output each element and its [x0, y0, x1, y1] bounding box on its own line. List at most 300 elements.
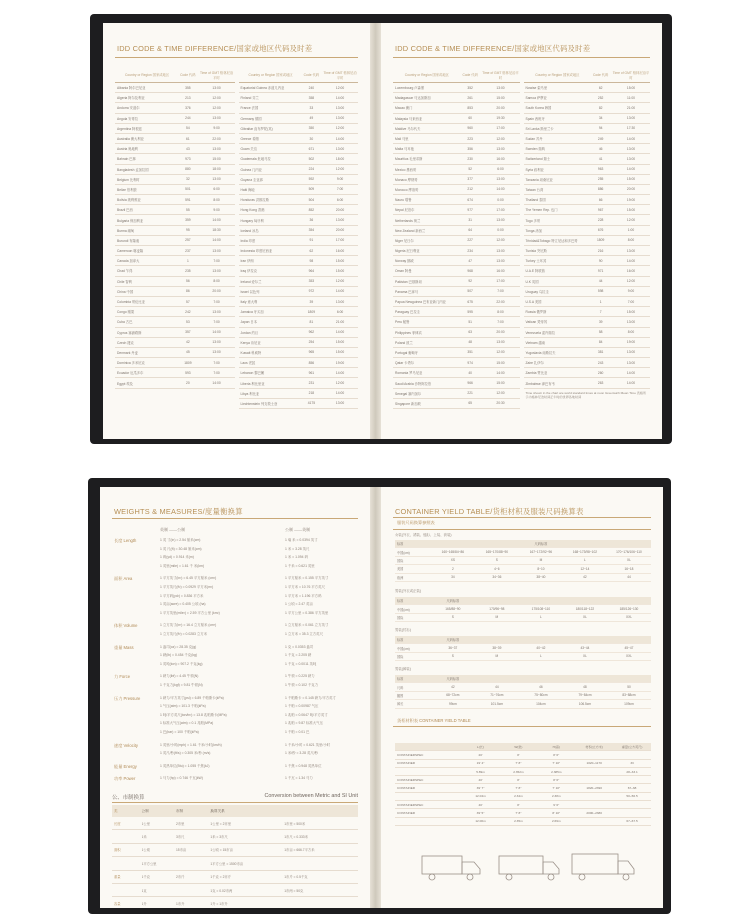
country-cell: Congo 刚果 — [117, 310, 135, 315]
table-cell: 1市亩 = 666.7平方米 — [284, 848, 315, 853]
table-cell: 1公顷 = 15市亩 — [210, 848, 233, 853]
code-cell: 231 — [308, 381, 315, 386]
time-cell: 12:00 — [212, 95, 221, 100]
code-cell: 504 — [308, 197, 315, 202]
country-cell: Canada 加拿大 — [117, 259, 140, 264]
conversion-line: 1 千克 = 2.205 磅 — [285, 653, 312, 658]
conversion-line: 1 吨/平方英尺(ton/in²) = 13.8 兆帕斯卡(MPa) — [160, 712, 227, 717]
header-cell: Code 代码 — [180, 73, 196, 77]
code-cell: 252 — [597, 95, 604, 100]
container-yield-table — [395, 743, 651, 826]
country-cell: Australia 澳大利亚 — [117, 137, 144, 142]
code-cell: 92 — [468, 279, 472, 284]
table-cell: 1公里 = 2市里 — [210, 821, 232, 826]
code-cell: 595 — [467, 309, 473, 314]
time-cell: 15:00 — [626, 85, 636, 90]
table-cell: 165/88~90 — [445, 607, 461, 612]
time-cell: 20:30 — [496, 401, 505, 406]
table-cell: 8' 10" — [552, 811, 561, 816]
table-row — [239, 93, 359, 103]
table-cell: L — [584, 558, 586, 563]
table-cell: CONTAINER — [397, 811, 415, 816]
country-cell: Oman 阿曼 — [395, 269, 412, 274]
table-row — [115, 215, 235, 225]
time-cell: 6:00 — [336, 309, 344, 314]
table-cell: 3市尺 — [175, 835, 185, 840]
table-row — [395, 818, 651, 826]
country-cell: Tanzania 坦桑尼亚 — [525, 177, 553, 182]
code-cell: 32 — [186, 177, 190, 182]
table-cell: 重量 — [114, 875, 121, 880]
time-cell: 14:00 — [335, 289, 345, 294]
code-cell: 98 — [309, 258, 314, 263]
time-cell: 6:00 — [497, 167, 504, 172]
table-cell: 长度 — [114, 821, 121, 826]
table-row — [393, 297, 520, 307]
code-cell: 221 — [467, 391, 473, 396]
table-row — [393, 236, 520, 246]
page-weights-measures — [100, 487, 370, 908]
country-cell: New Zealand 新西兰 — [395, 228, 426, 233]
table-row — [395, 768, 651, 776]
code-cell: 960 — [467, 126, 473, 131]
time-cell: 20:00 — [335, 207, 345, 212]
code-cell: 972 — [308, 289, 315, 294]
country-cell: South Korea 韩国 — [525, 106, 552, 111]
time-cell: 14:00 — [335, 95, 345, 100]
time-cell: 12:00 — [335, 279, 345, 284]
time-cell: 14:00 — [626, 381, 636, 386]
table-cell: 容量 — [114, 902, 121, 907]
time-cell: 14:00 — [212, 330, 221, 335]
code-cell: 674 — [467, 197, 473, 202]
table-row — [524, 236, 651, 246]
table-cell: 45~47 — [624, 646, 634, 651]
table-cell: 7' 8" — [515, 811, 522, 816]
conversion-line: 1 兆帕 = 9.87 标准大气压 — [285, 721, 323, 726]
table-cell: 2.35m — [514, 819, 523, 824]
table-row — [524, 368, 651, 378]
table-cell: 8' — [517, 777, 520, 782]
header-cell: Country or Region 国家或地区 — [248, 73, 293, 77]
container-subtitle: 货柜材积表 CONTAINER YIELD TABLE — [397, 718, 471, 723]
table-row — [112, 871, 358, 884]
table-row — [395, 653, 651, 661]
conversion-line: 1 英里/小时(mph) = 1.61 千米/小时(km/h) — [160, 742, 222, 747]
country-cell: Guyana 圭亚那 — [240, 177, 263, 182]
time-cell: 14:00 — [496, 370, 505, 375]
conversion-line: 1 毫 米 = 0.0394 英寸 — [285, 538, 318, 542]
time-cell: 12:00 — [335, 126, 345, 131]
header-cell: Country or Region 国家或地区 — [535, 73, 580, 77]
country-cell: France 法国 — [240, 106, 259, 111]
table-row — [524, 358, 651, 368]
conversion-line: 1 米 = 3.28 英尺 — [285, 546, 310, 551]
table-row — [393, 175, 520, 185]
country-cell: Iceland 冰岛 — [240, 228, 259, 233]
table-cell: 1米 = 3市尺 — [210, 835, 228, 840]
table-row — [239, 277, 359, 287]
table-row — [239, 389, 359, 399]
table-cell: 尺码标准 — [446, 599, 460, 604]
code-cell: 34 — [598, 116, 603, 121]
table-row — [395, 644, 651, 652]
table-row — [115, 348, 235, 358]
time-cell: 17:00 — [496, 207, 505, 212]
code-cell: 218 — [308, 391, 315, 396]
country-cell: Bulgaria 保加利亚 — [117, 218, 144, 223]
table-cell: S — [451, 654, 454, 659]
table-row — [393, 277, 520, 287]
code-cell: 255 — [597, 177, 604, 182]
country-cell: Zimbabwe 津巴布韦 — [525, 381, 555, 386]
country-cell: Poland 波兰 — [395, 340, 413, 345]
code-cell: 1 — [599, 299, 602, 304]
conversion-line: 1 牛顿 = 0.225 磅力 — [285, 674, 315, 679]
code-cell: 7 — [599, 309, 602, 314]
table-row — [239, 103, 359, 113]
code-cell: 57 — [186, 299, 190, 304]
time-cell: 1:00 — [627, 228, 635, 233]
country-cell: Madagascar 马达加斯加 — [395, 96, 431, 101]
table-cell: M — [495, 615, 499, 620]
table-cell: 42 — [451, 685, 455, 690]
pants-size-table — [395, 675, 651, 709]
table-cell: 中国(cm) — [397, 646, 410, 651]
table-row — [115, 328, 235, 338]
table-row — [115, 236, 235, 246]
table-cell: 170~176/106~110 — [616, 550, 642, 555]
table-row — [239, 256, 359, 266]
time-cell: 11:00 — [626, 95, 635, 100]
conversion-line: 1 磅力(lbf) = 4.45 牛顿(N) — [160, 674, 199, 679]
table-cell: 标准 — [397, 677, 404, 682]
time-cell: 19:00 — [626, 340, 636, 345]
time-cell: 13:00 — [335, 116, 345, 121]
time-cell: 15:00 — [335, 350, 345, 355]
table-row — [393, 226, 520, 236]
table-row — [115, 195, 235, 205]
code-cell: 84 — [598, 340, 603, 345]
table-cell: M — [495, 654, 499, 659]
time-cell: 13:00 — [496, 258, 505, 263]
code-cell: 261 — [467, 95, 473, 100]
code-cell: 354 — [308, 228, 315, 233]
table-cell: 168~173/98~102 — [572, 550, 597, 555]
country-cell: Bangladesh 孟加拉国 — [117, 167, 149, 172]
code-cell: 356 — [467, 146, 473, 151]
code-cell: 49 — [309, 116, 314, 121]
time-cell: 7:00 — [627, 299, 635, 304]
table-cell: 国际 — [397, 615, 404, 620]
table-cell: 48 — [583, 685, 587, 690]
table-cell: 9' 6" — [553, 802, 560, 807]
table-row — [393, 307, 520, 317]
table-row — [115, 246, 235, 256]
table-cell: 8' 6" — [553, 777, 560, 782]
table-cell: 109cm — [624, 701, 634, 706]
country-cell: Burundi 布隆迪 — [117, 238, 140, 243]
conversion-line: 1 马力(hp) = 0.746 千瓦(kW) — [160, 776, 203, 781]
code-cell: 260 — [597, 370, 604, 375]
table-cell: 28~33.1 — [626, 769, 638, 774]
code-cell: 973 — [185, 156, 191, 161]
time-cell: 9:00 — [627, 289, 635, 294]
conversion-line: 1 立方英寸(in³) = 16.4 立方厘米 (cm³) — [160, 623, 217, 628]
country-cell: Mali 马里 — [395, 137, 409, 142]
country-cell: Japan 日本 — [240, 320, 257, 325]
conversion-line: 1 兆帕 = 0.0647 吨/平方英寸 — [285, 712, 328, 717]
country-cell: Guam 关岛 — [240, 147, 257, 152]
country-cell: Jordan 约旦 — [240, 330, 259, 335]
table-cell: CONTAINERSPEC — [397, 802, 424, 807]
table-row — [524, 134, 651, 144]
table-row — [393, 389, 520, 399]
country-cell: Morocco 摩洛哥 — [395, 187, 419, 192]
code-cell: 961 — [308, 370, 315, 375]
time-cell: 21:00 — [335, 319, 345, 324]
table-row — [115, 378, 235, 388]
country-cell: Greece 希腊 — [240, 137, 259, 142]
country-cell: Guatemala 危地马拉 — [240, 157, 271, 162]
time-cell: 13:00 — [496, 85, 505, 90]
time-cell: 14:00 — [335, 391, 345, 396]
page-title: IDD CODE & TIME DIFFERENCE/国家或地区代码及时差 — [395, 44, 591, 53]
time-cell: 12:00 — [335, 85, 345, 90]
table-cell: XXL — [625, 615, 632, 620]
table-cell: 44 — [627, 575, 631, 580]
country-cell: Monaco 摩纳哥 — [395, 177, 418, 182]
conversion-line: 1 英 尺(ft) = 30.48 厘米(cm) — [160, 546, 202, 551]
country-cell: Liechtenstein 列支敦士登 — [240, 401, 278, 406]
table-header-row — [395, 743, 651, 751]
table-cell: CONTAINER — [397, 786, 415, 791]
table-cell: 160~165/84~86 — [441, 550, 465, 555]
time-cell: 20:00 — [212, 289, 221, 294]
table-row — [239, 215, 359, 225]
country-cell: U.A.E 阿联酋 — [525, 269, 545, 274]
country-cell: Lebanon 黎巴嫩 — [240, 371, 265, 376]
conversion-line: 1 立方英尺(ft³) = 0.0283 立方米 — [160, 632, 208, 636]
header-cell: 类 — [114, 808, 118, 813]
table-cell: 尺码标准 — [534, 542, 548, 547]
time-cell: 17:00 — [335, 238, 345, 243]
code-cell: 357 — [185, 330, 191, 335]
code-cell: 60 — [468, 116, 472, 121]
time-cell: 13:00 — [496, 177, 505, 182]
table-cell: 1千克 — [141, 875, 150, 880]
code-cell: 243 — [597, 360, 604, 365]
table-cell: L — [540, 615, 542, 620]
table-cell: 38~39 — [492, 646, 502, 651]
conversion-line: 1 公顷 = 2.47 英亩 — [285, 602, 313, 607]
country-cell: Mexico 墨西哥 — [395, 167, 417, 172]
table-cell: 尺码标准 — [446, 638, 460, 643]
table-cell: 1平方公里 = 1500市亩 — [210, 861, 244, 866]
country-cell: Nowise 索马里 — [525, 86, 548, 91]
title-rule — [112, 518, 358, 519]
table-row — [395, 683, 651, 691]
time-cell: 16:00 — [335, 248, 345, 253]
time-cell: 16:00 — [496, 268, 505, 273]
table-row — [395, 793, 651, 801]
code-cell: 242 — [185, 309, 191, 314]
header-cell: Time of GMT 格林尼治平时 — [482, 70, 519, 80]
table-row — [239, 307, 359, 317]
page-gutter — [370, 23, 381, 439]
country-cell: Togo 多哥 — [525, 218, 541, 223]
table-row — [393, 338, 520, 348]
conversion-line: 1 英 寸(in) = 2.54 厘米(cm) — [160, 538, 201, 542]
conversion-line: 1 平方码(yd²) = 0.836 平方米 — [160, 593, 204, 598]
time-cell: 13:00 — [626, 350, 636, 355]
table-row — [115, 154, 235, 164]
country-cell: Luxembourg 卢森堡 — [395, 86, 425, 91]
country-cell: Egypt 埃及 — [117, 381, 133, 386]
header-cell: 换算关系 — [210, 808, 225, 813]
code-cell: 81 — [309, 319, 314, 324]
code-cell: 216 — [597, 248, 604, 253]
time-cell: 20:00 — [335, 228, 345, 233]
time-cell: 14:00 — [212, 238, 221, 243]
table-row — [239, 165, 359, 175]
time-cell: 21:00 — [626, 105, 636, 110]
time-cell: 14:00 — [335, 370, 345, 375]
time-cell: 12:00 — [626, 218, 636, 223]
table-row — [524, 144, 651, 154]
table-cell: 7' 8" — [515, 761, 522, 766]
country-cell: Maldive 马尔代夫 — [395, 126, 421, 131]
table-row — [524, 154, 651, 164]
header-cell: H(高) — [552, 745, 560, 750]
country-cell: Brazil 巴西 — [117, 208, 133, 213]
page-gutter — [370, 487, 381, 908]
table-row — [239, 144, 359, 154]
time-cell: 19:00 — [626, 197, 636, 202]
country-cell: Chad 乍得 — [117, 269, 133, 274]
time-cell: 15:00 — [335, 258, 345, 263]
country-cell: Denmark 丹麦 — [117, 350, 138, 355]
code-cell: 51 — [468, 319, 472, 324]
table-row — [395, 675, 651, 683]
country-cell: China 中国 — [117, 289, 134, 294]
code-cell: 235 — [185, 268, 191, 273]
conversion-line: 1 英吨(ton) = 907.2 千克(kg) — [160, 661, 203, 666]
table-cell: XS — [450, 558, 455, 563]
country-cell: Samoa 萨摩亚 — [525, 96, 547, 101]
country-cell: Nauru 瑙鲁 — [395, 198, 412, 203]
conversion-line: 1 千帕 = 0.00987 气压 — [285, 704, 319, 709]
code-cell: 52 — [468, 167, 472, 172]
header-cell: Country or Region 国家或地区 — [404, 73, 449, 77]
header-cell: 公制 — [141, 808, 149, 813]
country-cell: Switzerland 瑞士 — [525, 157, 551, 162]
table-cell: 2.34m — [514, 794, 523, 799]
code-cell: 856 — [308, 360, 315, 365]
code-cell: 39 — [309, 299, 314, 304]
time-cell: 13:00 — [335, 146, 345, 151]
table-cell: CONTAINERSPEC — [397, 777, 424, 782]
shirt-size-table — [395, 636, 651, 661]
code-cell: 967 — [597, 207, 604, 212]
country-cell: Papua Newguinea 巴布亚新几内亚 — [395, 300, 446, 305]
code-cell: 227 — [467, 238, 473, 243]
table-row — [115, 93, 235, 103]
sub-rule — [393, 529, 651, 530]
time-cell: 13:00 — [212, 248, 221, 253]
page-container-yield — [381, 487, 663, 908]
table-cell: 腰围 — [397, 693, 404, 698]
country-cell: Hong Kong 香港 — [240, 208, 265, 213]
table-cell: 裤长 — [397, 702, 404, 707]
conversion-line: 1 平方米 = 1.196 平方码 — [285, 593, 322, 598]
time-cell: 13:00 — [212, 309, 221, 314]
conversion-line: 1 平方厘米 = 0.155 平方英寸 — [285, 576, 329, 581]
code-cell: 212 — [467, 187, 473, 192]
table-cell: L — [540, 654, 542, 659]
time-cell: 14:00 — [212, 218, 221, 223]
table-row — [524, 185, 651, 195]
table-row — [239, 205, 359, 215]
time-cell: 7:00 — [213, 319, 220, 324]
table-cell: 33 — [630, 761, 634, 766]
country-cell: India 印度 — [240, 238, 256, 243]
code-cell: 968 — [467, 268, 473, 273]
code-cell: 376 — [185, 105, 191, 110]
country-cell: Iran 伊朗 — [240, 259, 254, 264]
table-row — [393, 399, 520, 409]
truck-icon — [497, 852, 569, 884]
table-row — [239, 134, 359, 144]
table-cell: 1市尺 = 0.333米 — [284, 835, 308, 840]
code-cell: 228 — [597, 218, 604, 223]
code-cell: 53 — [186, 319, 190, 324]
conversion-line: 1 平方米 = 10.76 平方英尺 — [285, 585, 325, 589]
code-cell: 39 — [598, 319, 603, 324]
table-cell: 40' — [478, 777, 483, 782]
conversion-line: 1 标准大气压(atm) = 0.1 兆帕(MPa) — [160, 721, 214, 726]
country-cell: Belize 伯利兹 — [117, 187, 137, 192]
code-cell: 671 — [308, 146, 315, 151]
table-cell: 国际 — [397, 558, 404, 563]
table-row — [524, 378, 651, 388]
table-row — [115, 368, 235, 378]
table-row — [524, 93, 651, 103]
country-cell: Turkey 土耳其 — [525, 259, 547, 264]
conversion-line: 1 气压(atm) = 101.3 千帕(kPa) — [160, 704, 206, 709]
table-cell: 68~72cm — [446, 693, 460, 698]
code-cell: 1809 — [307, 309, 316, 314]
table-header-row — [393, 67, 520, 83]
time-cell: 7:00 — [497, 319, 504, 324]
idd-column — [393, 67, 520, 409]
table-row — [395, 597, 651, 605]
table-cell: 7' 10" — [552, 761, 561, 766]
conversion-line: 1 磅(lb) = 0.454 千克(kg) — [160, 653, 198, 658]
code-cell: 20 — [186, 381, 190, 386]
code-cell: 1809 — [184, 360, 192, 365]
table-cell: 面积 — [114, 848, 121, 853]
table-row — [524, 297, 651, 307]
table-row — [524, 175, 651, 185]
idd-table-right — [393, 67, 650, 409]
table-cell: 50 — [627, 685, 631, 690]
table-cell: 8' — [517, 802, 520, 807]
table-row — [395, 776, 651, 784]
time-cell: 13:00 — [626, 156, 636, 161]
table-cell: 104cm — [536, 701, 546, 706]
code-cell: 853 — [467, 105, 473, 110]
